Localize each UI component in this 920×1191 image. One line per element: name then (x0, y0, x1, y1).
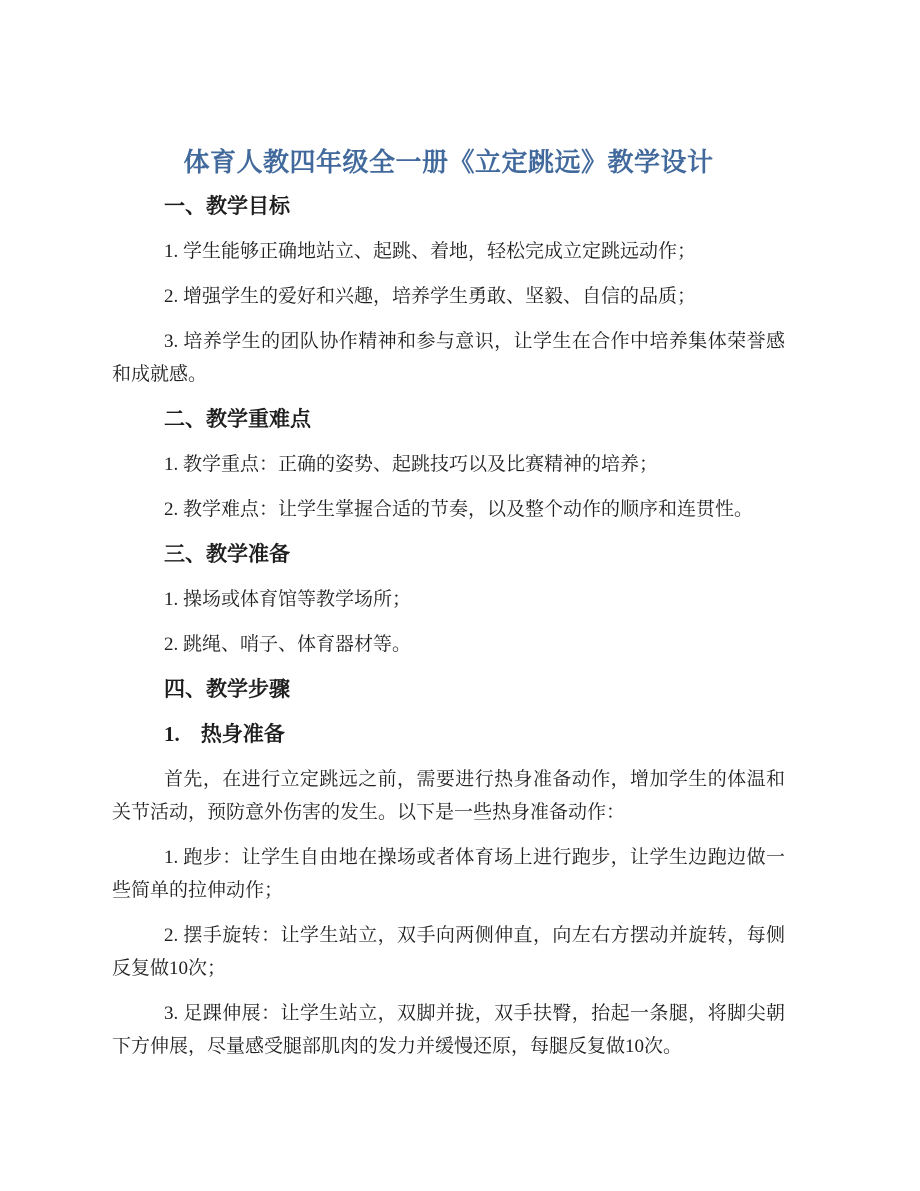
warmup-item-1: 1. 跑步：让学生自由地在操场或者体育场上进行跑步，让学生边跑边做一些简单的拉伸动作； (112, 847, 785, 901)
preparation-item-1: 1. 操场或体育馆等教学场所； (164, 589, 412, 610)
warmup-item-2: 2. 摆手旋转：让学生站立，双手向两侧伸直，向左右方摆动并旋转，每侧反复做10次； (112, 925, 785, 979)
key-point-item-1: 1. 教学重点：正确的姿势、起跳技巧以及比赛精神的培养； (164, 454, 659, 475)
section-heading-objectives: 一、教学目标 (164, 194, 290, 218)
objective-item-2: 2. 增强学生的爱好和兴趣，培养学生勇敢、坚毅、自信的品质； (164, 286, 697, 307)
key-point-item-2: 2. 教学难点：让学生掌握合适的节奏，以及整个动作的顺序和连贯性。 (164, 499, 754, 520)
objective-item-1: 1. 学生能够正确地站立、起跳、着地，轻松完成立定跳远动作； (164, 241, 697, 262)
warmup-item-3: 3. 足踝伸展：让学生站立，双脚并拢，双手扶臀，抬起一条腿，将脚尖朝下方伸展，尽量感受腿部肌肉的发力并缓慢还原，每腿反复做10次。 (112, 1003, 785, 1057)
document-title: 体育人教四年级全一册《立定跳远》教学设计 (183, 148, 714, 177)
step-heading-warmup: 1. 热身准备 (164, 722, 285, 746)
section-heading-preparation: 三、教学准备 (164, 542, 290, 566)
section-heading-steps: 四、教学步骤 (164, 677, 290, 701)
warmup-intro-paragraph: 首先，在进行立定跳远之前，需要进行热身准备动作，增加学生的体温和关节活动，预防意外伤害的发生。以下是一些热身准备动作： (112, 769, 785, 823)
section-heading-key-points: 二、教学重难点 (164, 407, 311, 431)
preparation-item-2: 2. 跳绳、哨子、体育器材等。 (164, 634, 412, 655)
objective-item-3: 3. 培养学生的团队协作精神和参与意识，让学生在合作中培养集体荣誉感和成就感。 (112, 331, 785, 385)
